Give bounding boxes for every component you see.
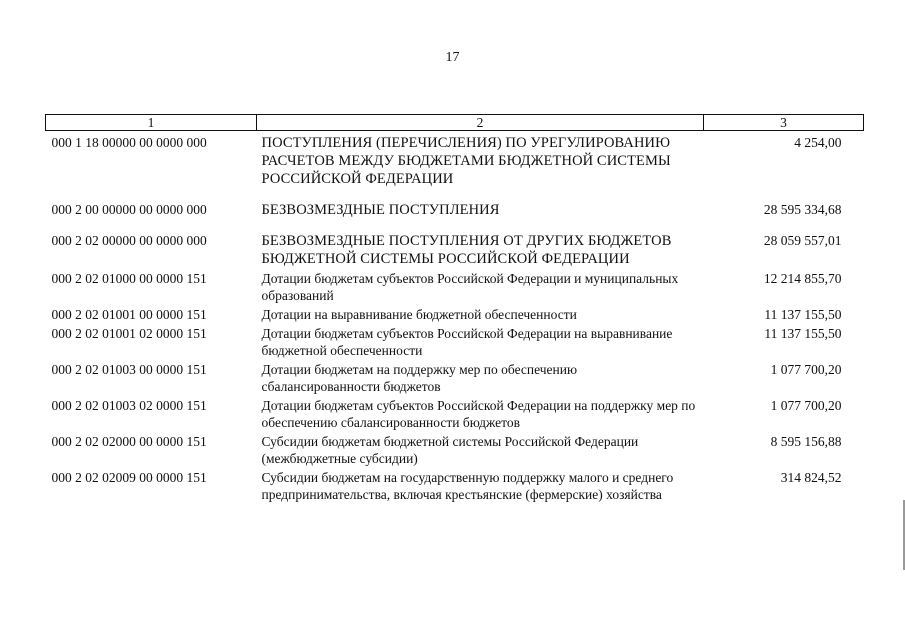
row-name: БЕЗВОЗМЕЗДНЫЕ ПОСТУПЛЕНИЯ ОТ ДРУГИХ БЮДЖЕТОВ БЮДЖЕТНОЙ СИСТЕМЫ РОССИЙСКОЙ ФЕДЕРАЦИИ [261,233,672,267]
table-row [46,306,864,325]
row-name: Дотации на выравнивание бюджетной обеспеченности [261,307,577,322]
table-row [46,469,864,503]
row-name: БЕЗВОЗМЕЗДНЫЕ ПОСТУПЛЕНИЯ [261,202,500,218]
row-name: Дотации бюджетам субъектов Российской Федерации на поддержку мер по обеспечению сбалансированности бюджетов [261,398,696,430]
row-amount: 12 214 855,70 [763,271,842,286]
page-number: 17 [445,50,460,65]
row-code: 000 2 02 02009 00 0000 151 [51,470,207,485]
table-row [46,201,864,232]
table-header-row [46,115,864,131]
table-row [46,361,864,397]
budget-table [45,114,864,503]
table-row [46,270,864,306]
row-amount: 28 595 334,68 [763,202,842,217]
table-row [46,325,864,361]
row-name: Дотации бюджетам на поддержку мер по обеспечению сбалансированности бюджетов [261,362,578,394]
row-name: ПОСТУПЛЕНИЯ (ПЕРЕЧИСЛЕНИЯ) ПО УРЕГУЛИРОВАНИЮ РАСЧЕТОВ МЕЖДУ БЮДЖЕТАМИ БЮДЖЕТНОЙ СИСТЕМЫ РОССИЙСКОЙ ФЕДЕРАЦИИ [261,135,671,187]
column-header-amount: 3 [704,115,864,131]
table-row [46,131,864,202]
row-code: 000 2 02 01000 00 0000 151 [51,271,207,286]
row-name: Субсидии бюджетам на государственную поддержку малого и среднего предпринимательства, включая крестьянские (фермерские) хозяйства [261,470,674,502]
row-amount: 314 824,52 [780,470,842,485]
row-code: 000 1 18 00000 00 0000 000 [51,135,207,150]
row-amount: 1 077 700,20 [770,398,842,413]
column-header-code: 1 [46,115,257,131]
table-row [46,232,864,270]
table-row [46,433,864,469]
row-amount: 11 137 155,50 [764,307,842,322]
row-amount: 11 137 155,50 [764,326,842,341]
row-code: 000 2 02 01003 02 0000 151 [51,398,207,413]
row-code: 000 2 02 02000 00 0000 151 [51,434,207,449]
row-name: Дотации бюджетам субъектов Российской Федерации на выравнивание бюджетной обеспеченности [261,326,673,358]
row-code: 000 2 00 00000 00 0000 000 [51,202,207,217]
row-amount: 4 254,00 [794,135,842,150]
row-amount: 8 595 156,88 [770,434,842,449]
row-name: Дотации бюджетам субъектов Российской Федерации и муниципальных образований [261,271,679,303]
row-amount: 28 059 557,01 [763,233,842,248]
table-row [46,397,864,433]
row-code: 000 2 02 01001 00 0000 151 [51,307,207,322]
column-header-name: 2 [257,115,704,131]
row-amount: 1 077 700,20 [770,362,842,377]
row-code: 000 2 02 00000 00 0000 000 [51,233,207,248]
row-code: 000 2 02 01001 02 0000 151 [51,326,207,341]
row-code: 000 2 02 01003 00 0000 151 [51,362,207,377]
row-name: Субсидии бюджетам бюджетной системы Российской Федерации (межбюджетные субсидии) [261,434,639,466]
